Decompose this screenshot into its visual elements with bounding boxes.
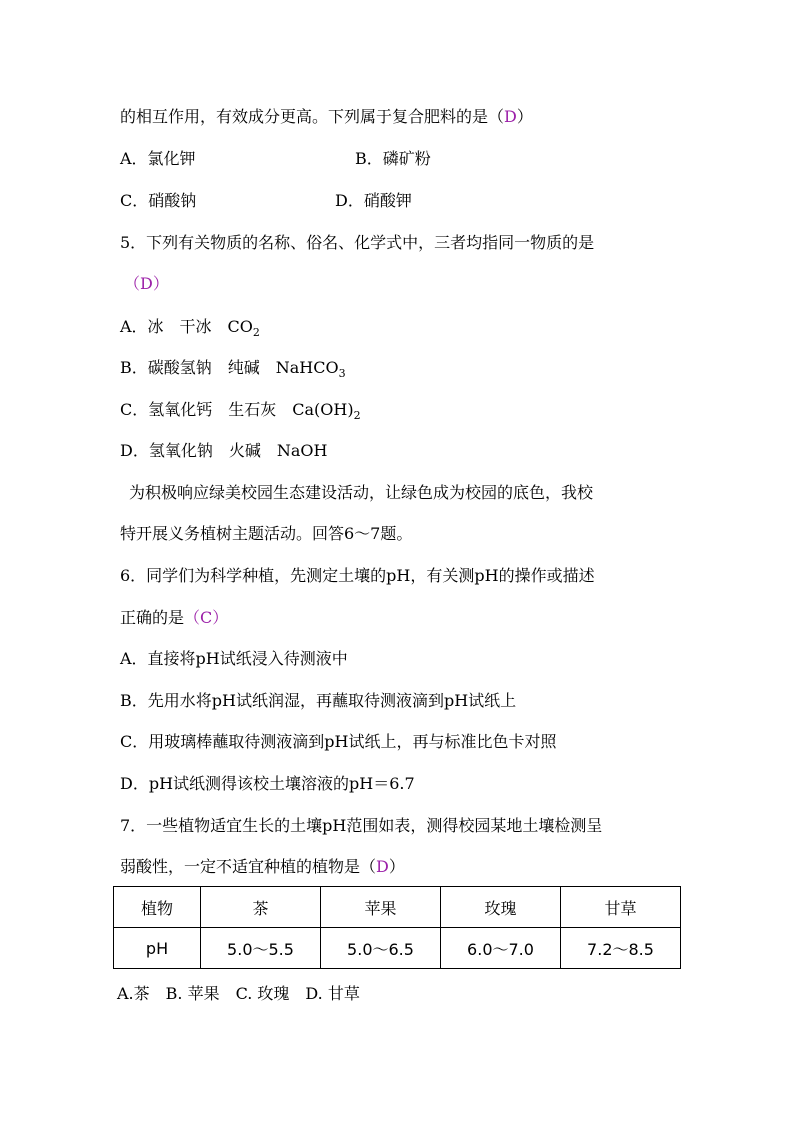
intro-line-1: 为积极响应绿美校园生态建设活动，让绿色成为校园的底色，我校 xyxy=(129,483,594,502)
q5-option-b-text: B．碳酸氢钠 纯碱 NaHCO xyxy=(120,358,339,377)
q7-stem-line-2 xyxy=(120,857,405,877)
q7-paren-close: ） xyxy=(388,857,405,876)
q6-stem-text: 正确的是 xyxy=(120,608,185,627)
q5-answer: D xyxy=(140,274,153,293)
q4-option-d: D．硝酸钾 xyxy=(335,191,412,210)
table-cell: 6.0～7.0 xyxy=(441,928,561,969)
q6-paren-close: ） xyxy=(212,608,229,627)
q7-paren-open: （ xyxy=(360,857,377,876)
q5-option-a-text: A．冰 干冰 CO xyxy=(120,317,253,336)
ph-range-table xyxy=(113,886,681,969)
q6-option-b: B．先用水将pH试纸润湿，再蘸取待测液滴到pH试纸上 xyxy=(120,691,517,710)
q4-tail-line xyxy=(120,107,533,127)
table-header-cell: 植物 xyxy=(114,887,201,928)
table-cell: pH xyxy=(114,928,201,969)
q4-paren-open: （ xyxy=(488,107,505,126)
table-cell: 5.0～5.5 xyxy=(201,928,321,969)
q4-tail-text: 的相互作用，有效成分更高。下列属于复合肥料的是 xyxy=(120,107,489,126)
q4-option-c: C．硝酸钠 xyxy=(120,191,197,210)
q5-answer-line xyxy=(124,274,169,294)
q6-stem-line-1: 6．同学们为科学种植，先测定土壤的pH，有关测pH的操作或描述 xyxy=(120,566,595,585)
table-header-cell: 甘草 xyxy=(561,887,681,928)
q5-paren-close: ） xyxy=(152,274,169,293)
q4-option-a: A．氯化钾 xyxy=(120,149,196,168)
q5-option-b xyxy=(120,358,346,380)
table-row xyxy=(114,928,681,969)
table-header-cell: 茶 xyxy=(201,887,321,928)
q6-option-a: A．直接将pH试纸浸入待测液中 xyxy=(120,649,348,668)
q5-stem: 5．下列有关物质的名称、俗名、化学式中，三者均指同一物质的是 xyxy=(120,233,595,252)
q6-answer: C xyxy=(200,608,213,627)
q5-option-d: D．氢氧化钠 火碱 NaOH xyxy=(120,441,328,460)
q7-answer: D xyxy=(376,857,389,876)
table-header-cell: 苹果 xyxy=(321,887,441,928)
q6-option-c: C．用玻璃棒蘸取待测液滴到pH试纸上，再与标准比色卡对照 xyxy=(120,732,557,751)
q5-option-a xyxy=(120,317,260,339)
q5-option-a-subscript: 2 xyxy=(252,326,260,339)
table-header-row xyxy=(114,887,681,928)
table-header-cell: 玫瑰 xyxy=(441,887,561,928)
intro-line-2: 特开展义务植树主题活动。回答6～7题。 xyxy=(120,524,413,543)
q5-option-c-subscript: 2 xyxy=(353,409,361,422)
q5-option-c-text: C．氢氧化钙 生石灰 Ca(OH) xyxy=(120,400,354,419)
table-cell: 5.0～6.5 xyxy=(321,928,441,969)
table-cell: 7.2～8.5 xyxy=(561,928,681,969)
q5-option-b-subscript: 3 xyxy=(338,367,346,380)
q6-paren-open: （ xyxy=(184,608,201,627)
q7-stem-text: 弱酸性，一定不适宜种植的植物是 xyxy=(120,857,361,876)
q5-paren-open: （ xyxy=(124,274,141,293)
q7-stem-line-1: 7．一些植物适宜生长的土壤pH范围如表，测得校园某地土壤检测呈 xyxy=(120,816,603,835)
q4-answer: D xyxy=(504,107,517,126)
q6-option-d: D．pH试纸测得该校土壤溶液的pH＝6.7 xyxy=(120,774,415,793)
q6-stem-line-2 xyxy=(120,608,228,628)
q5-option-c xyxy=(120,400,361,422)
q4-option-b: B．磷矿粉 xyxy=(355,149,431,168)
q7-options: A.茶 B. 苹果 C. 玫瑰 D. 甘草 xyxy=(117,984,360,1003)
q4-paren-close: ） xyxy=(516,107,533,126)
